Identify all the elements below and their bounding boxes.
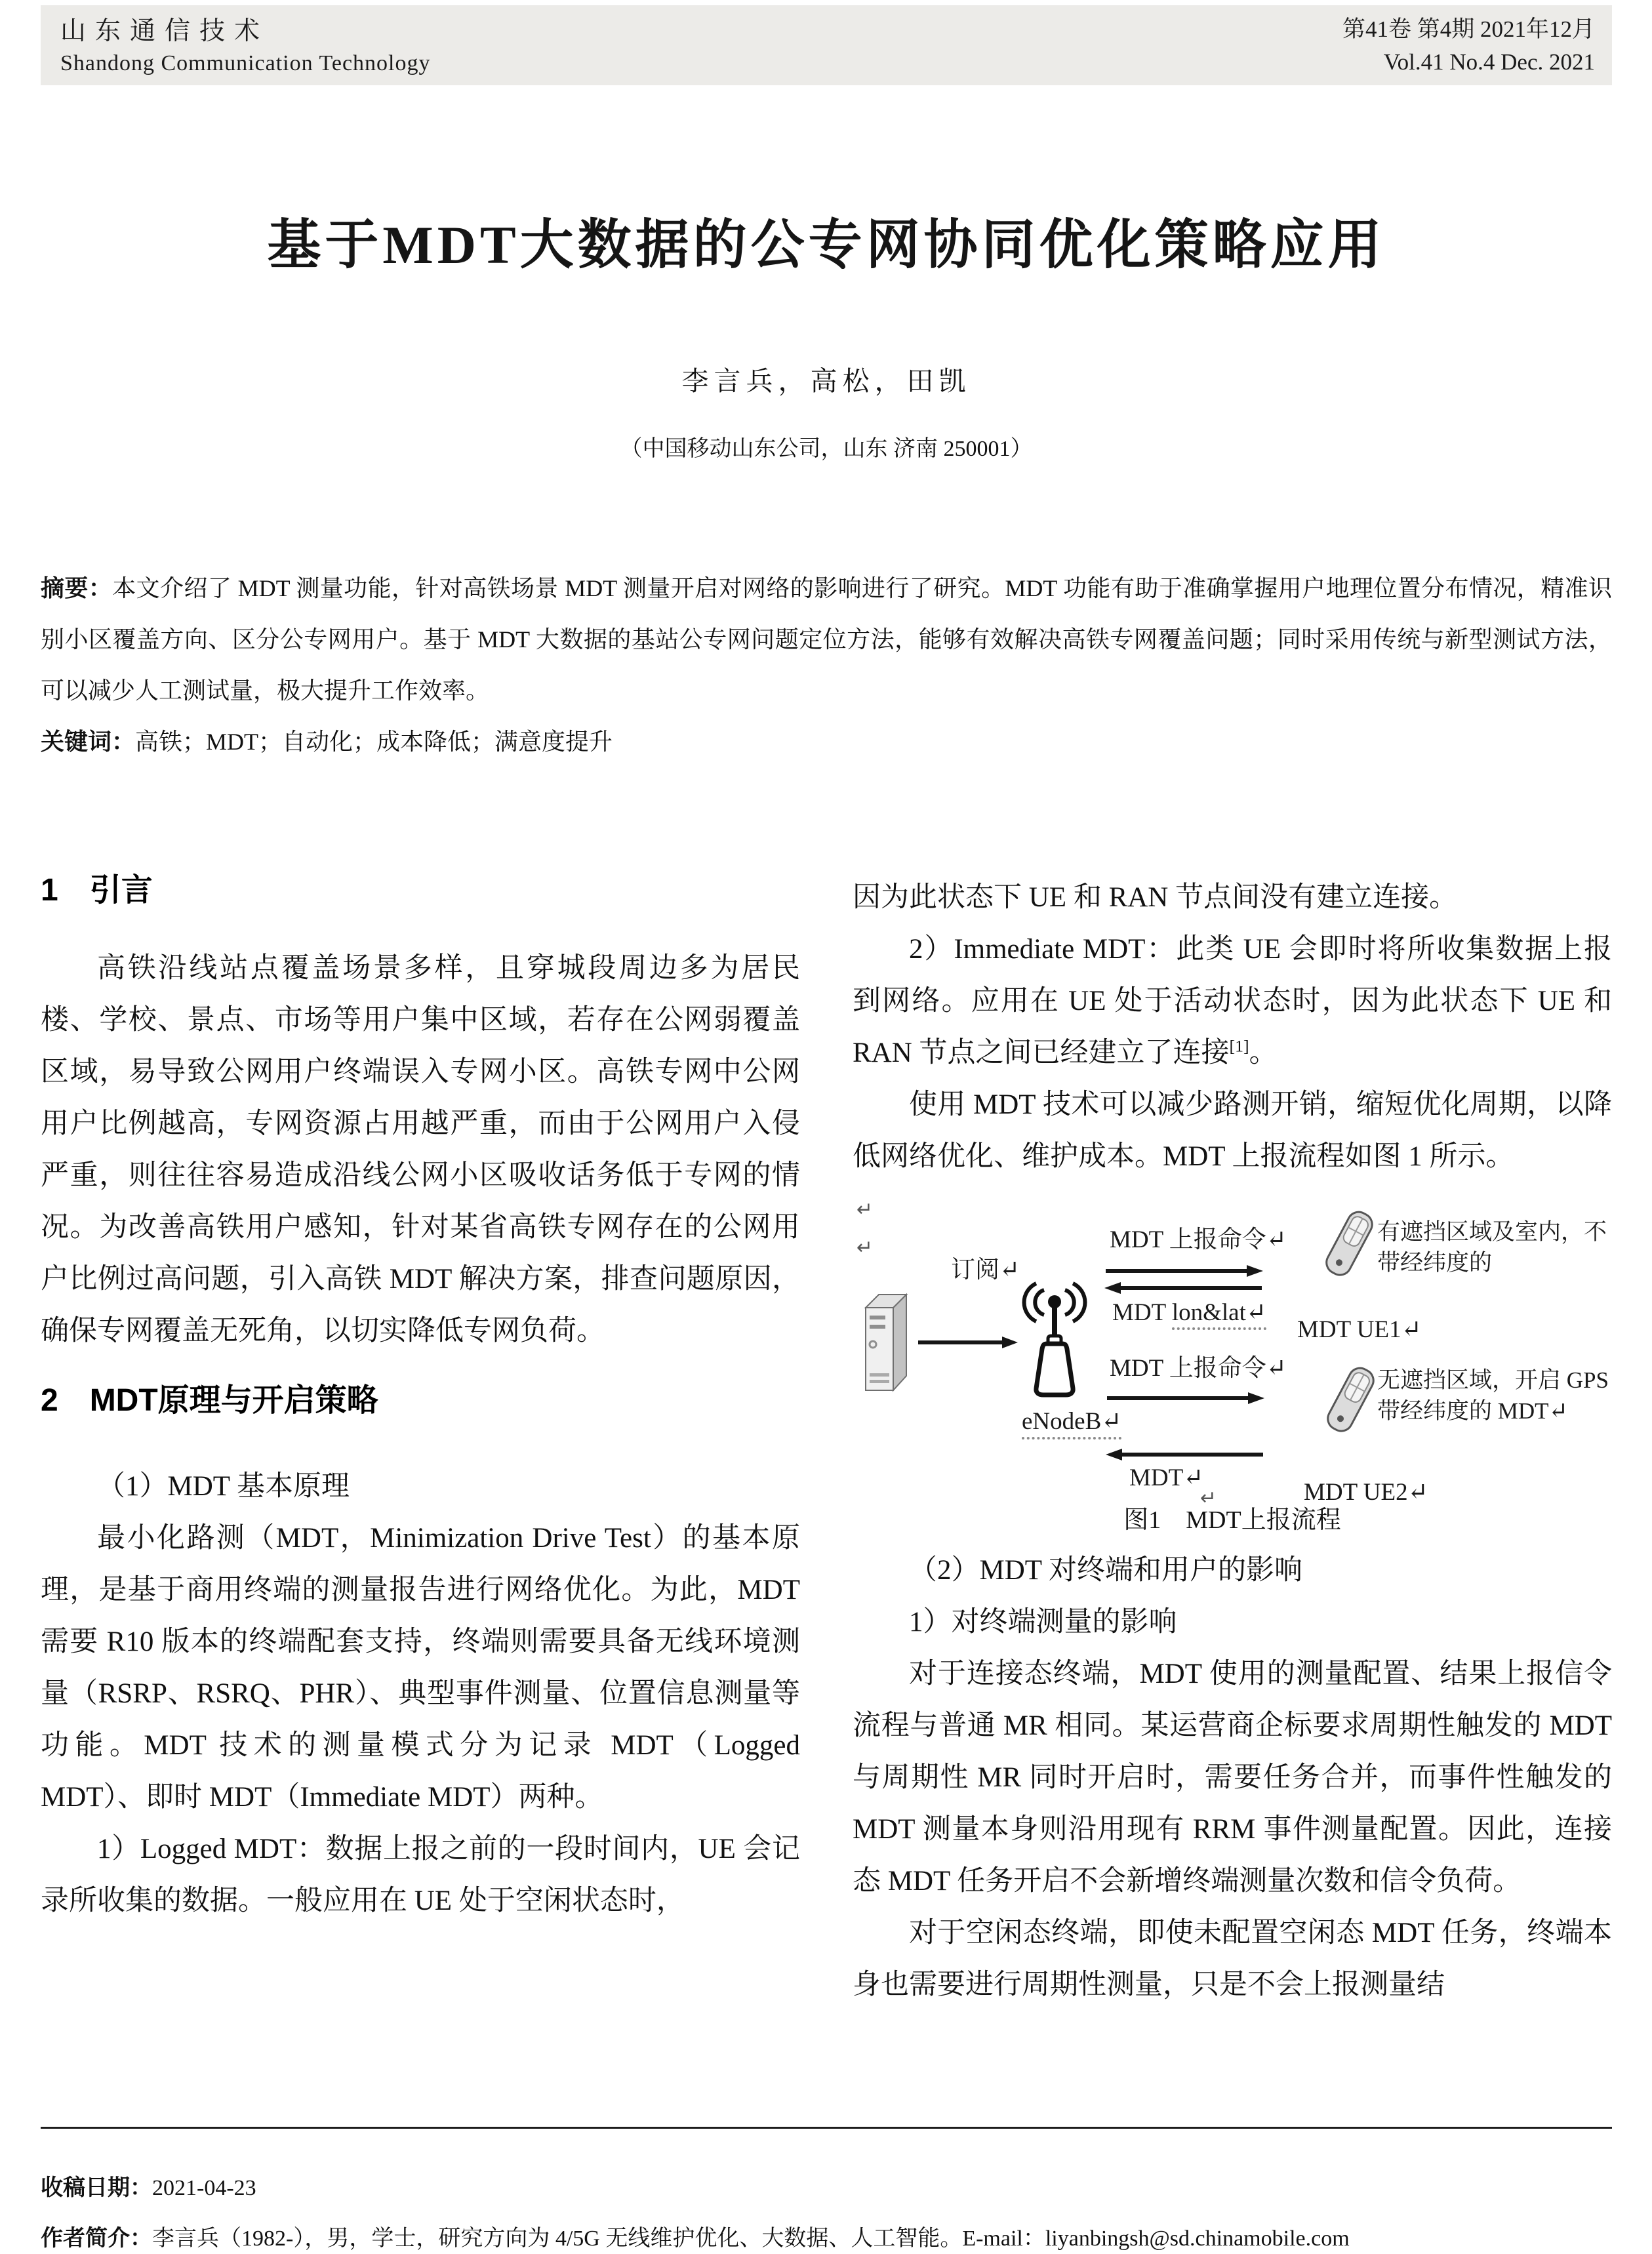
page-footnote bbox=[41, 2127, 1612, 2252]
idle-state-paragraph: 对于空闲态终端，即使未配置空闲态 MDT 任务，终端本身也需要进行周期性测量，只是不会上报测量结 bbox=[853, 1918, 1612, 2000]
connected-state-paragraph: 对于连接态终端，MDT 使用的测量配置、结果上报信令流程与普通 MR 相同。某运营商企标要求周期性触发的 MDT 与周期性 MR 同时开启时，需要任务合并，而事件性触发的 MDT 测量本身则沿用现有 RRM 事件测量配置。因此，连接态 MDT 任务开启不会新增终端测量次数和信令负荷。 bbox=[853, 1659, 1612, 1897]
mdt-lonlat-pre: MDT bbox=[1112, 1299, 1172, 1326]
phone-ue2-icon bbox=[1321, 1361, 1380, 1439]
mdt-ue1-label: MDT UE1↵ bbox=[1297, 1316, 1422, 1343]
subheading-mdt-impact: （2）MDT 对终端和用户的影响 bbox=[909, 1555, 1303, 1586]
abstract-text: 本文介绍了 MDT 测量功能，针对高铁场景 MDT 测量开启对网络的影响进行了研究。MDT 功能有助于准确掌握用户地理位置分布情况，精准识别小区覆盖方向、区分公专网用户。基于 MDT 大数据的基站公专网问题定位方法，能够有效解决高铁专网覆盖问题；同时采用传统与新型测试方法，可以减少人工测试量，极大提升工作效率。 bbox=[41, 575, 1612, 704]
journal-name-en: Shandong Communication Technology bbox=[60, 51, 431, 75]
figure-1-caption: 图1 MDT上报流程 bbox=[1123, 1506, 1341, 1534]
issue-info-block bbox=[1342, 13, 1595, 79]
keywords-text: 高铁；MDT；自动化；成本降低；满意度提升 bbox=[135, 729, 613, 755]
mdt-lonlat-word: lon&lat↵ bbox=[1172, 1299, 1266, 1330]
subheading-terminal-measure: 1）对终端测量的影响 bbox=[909, 1607, 1177, 1638]
received-date-value: 2021-04-23 bbox=[152, 2176, 256, 2200]
logged-mdt-paragraph: 1）Logged MDT：数据上报之前的一段时间内，UE 会记录所收集的数据。一般应用在 UE 处于空闲状态时， bbox=[41, 1834, 800, 1916]
article-title: 基于MDT大数据的公专网协同优化策略应用 bbox=[267, 215, 1386, 275]
sentence-end: 。 bbox=[1249, 1037, 1278, 1068]
mdt-arrow-left-2 bbox=[1106, 1447, 1263, 1462]
continuation-paragraph: 因为此状态下 UE 和 RAN 节点间没有建立连接。 bbox=[853, 882, 1458, 913]
subscribe-arrow bbox=[918, 1335, 1018, 1350]
command-arrow-right bbox=[1106, 1264, 1263, 1278]
enodeb-antenna-icon bbox=[1018, 1281, 1091, 1399]
mdt-report-command-label: MDT 上报命令↵ bbox=[1110, 1226, 1287, 1253]
received-date-label: 收稿日期： bbox=[41, 2175, 152, 2200]
figure-1-mdt-flow bbox=[853, 1196, 1612, 1535]
journal-name-block bbox=[60, 10, 431, 76]
journal-name-cn: 山东通信技术 bbox=[60, 17, 270, 45]
article-affiliation: （中国移动山东公司，山东 济南 250001） bbox=[620, 437, 1033, 461]
immediate-mdt-text: 2）Immediate MDT：此类 UE 会即时将所收集数据上报到网络。应用在 UE 处于活动状态时，因为此状态下 UE 和 RAN 节点之间已经建立了连接 bbox=[853, 934, 1612, 1068]
mdt-report-command-label-2: MDT 上报命令↵ bbox=[1110, 1355, 1287, 1382]
ue2-note: 无遮挡区域，开启 GPS 带经纬度的 MDT↵ bbox=[1377, 1367, 1609, 1424]
keywords-paragraph bbox=[41, 716, 1612, 767]
right-column bbox=[853, 872, 1612, 2011]
server-icon bbox=[859, 1289, 914, 1397]
received-date-line bbox=[41, 2169, 1612, 2202]
left-column bbox=[41, 872, 800, 1927]
subscribe-label: 订阅↵ bbox=[951, 1257, 1020, 1283]
author-bio-line bbox=[41, 2220, 1612, 2252]
author-bio-text: 李言兵（1982-），男，学士，研究方向为 4/5G 无线维护优化、大数据、人工智能。E-mail：liyanbingsh@sd.chinamobile.com bbox=[152, 2226, 1350, 2251]
mdt-benefit-paragraph: 使用 MDT 技术可以减少路测开销，缩短优化周期，以降低网络优化、维护成本。MDT 上报流程如图 1 所示。 bbox=[853, 1089, 1612, 1172]
article-authors: 李言兵，高松，田凯 bbox=[681, 366, 971, 396]
section-1-heading: 1 引言 bbox=[41, 873, 153, 908]
section-2-heading: 2 MDT原理与开启策略 bbox=[41, 1383, 378, 1418]
command-arrow-right-2 bbox=[1107, 1391, 1264, 1405]
mdt-ue2-label: MDT UE2↵ bbox=[1304, 1479, 1428, 1506]
mdt-principle-paragraph: 最小化路测（MDT，Minimization Drive Test）的基本原理，是基于商用终端的测量报告进行网络优化。为此，MDT 需要 R10 版本的终端配套支持，终端则需要具备无线环境测量（RSRP、RSRQ、PHR）、典型事件测量、位置信息测量等功能。MDT 技术的测量模式分为记录 MDT（Logged MDT）、即时 MDT（Immediate MDT）两种。 bbox=[41, 1523, 800, 1813]
phone-ue1-icon bbox=[1320, 1205, 1379, 1283]
mdt-label: MDT↵ bbox=[1129, 1464, 1204, 1491]
abstract-block bbox=[41, 563, 1612, 767]
journal-header bbox=[41, 5, 1612, 85]
pilcrow-icon: ↵ bbox=[856, 1198, 874, 1221]
ue1-note: 有遮挡区域及室内，不带经纬度的 bbox=[1377, 1219, 1607, 1276]
citation-1: [1] bbox=[1229, 1036, 1249, 1056]
issue-info-cn: 第41卷 第4期 2021年12月 bbox=[1342, 16, 1595, 42]
author-bio-label: 作者简介： bbox=[41, 2226, 152, 2251]
subheading-mdt-principle: （1）MDT 基本原理 bbox=[97, 1471, 350, 1502]
abstract-paragraph bbox=[41, 563, 1612, 716]
mdt-lonlat-label bbox=[1112, 1298, 1266, 1327]
keywords-label: 关键词： bbox=[41, 728, 136, 755]
pilcrow-icon: ↵ bbox=[856, 1236, 874, 1259]
lonlat-arrow-left bbox=[1104, 1281, 1262, 1295]
issue-info-en: Vol.41 No.4 Dec. 2021 bbox=[1383, 49, 1595, 75]
abstract-label: 摘要： bbox=[41, 574, 113, 601]
pilcrow-icon: ↵ bbox=[1200, 1487, 1217, 1510]
immediate-mdt-paragraph bbox=[853, 923, 1612, 1079]
enodeb-label: eNodeB↵ bbox=[1022, 1407, 1121, 1439]
intro-paragraph: 高铁沿线站点覆盖场景多样，且穿城段周边多为居民楼、学校、景点、市场等用户集中区域，若存在公网弱覆盖区域，易导致公网用户终端误入专网小区。高铁专网中公网用户比例越高，专网资源占用越严重，而由于公网用户入侵严重，则往往容易造成沿线公网小区吸收话务低于专网的情况。为改善高铁用户感知，针对某省高铁专网存在的公网用户比例过高问题，引入高铁 MDT 解决方案，排查问题原因，确保专网覆盖无死角，以切实降低专网负荷。 bbox=[41, 953, 800, 1346]
